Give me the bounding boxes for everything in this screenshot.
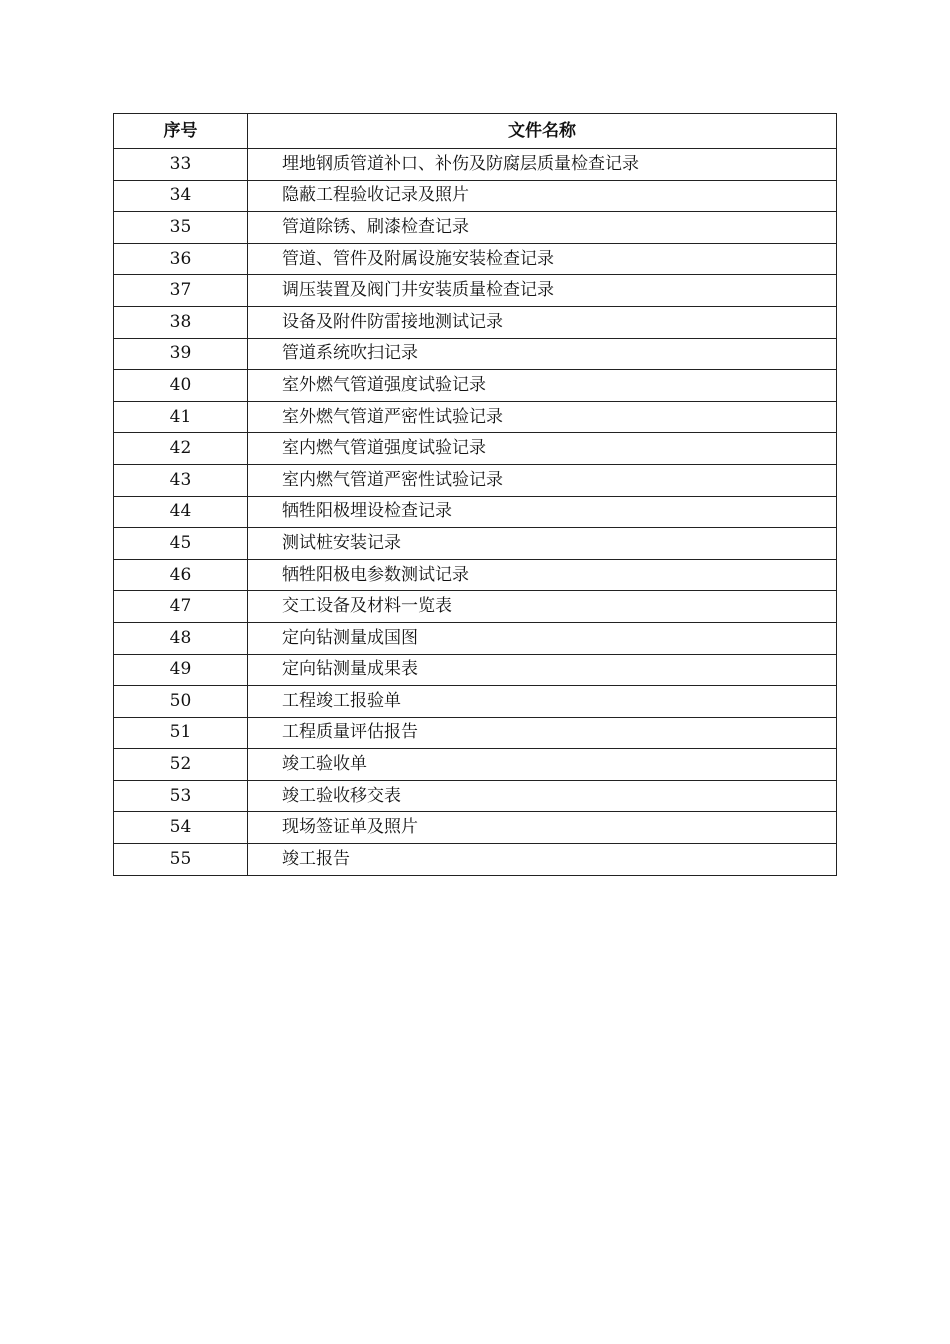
file-name-cell: 交工设备及材料一览表 — [248, 591, 837, 623]
table-row — [114, 149, 837, 181]
serial-number-cell: 33 — [114, 149, 248, 181]
file-name-cell: 测试桩安装记录 — [248, 528, 837, 560]
table-row — [114, 654, 837, 686]
serial-number-cell: 38 — [114, 306, 248, 338]
table-row — [114, 433, 837, 465]
table-row — [114, 370, 837, 402]
file-name-cell: 牺牲阳极埋设检查记录 — [248, 496, 837, 528]
file-name-cell: 埋地钢质管道补口、补伤及防腐层质量检查记录 — [248, 149, 837, 181]
serial-number-cell: 42 — [114, 433, 248, 465]
serial-number-cell: 35 — [114, 212, 248, 244]
file-name-cell: 工程质量评估报告 — [248, 717, 837, 749]
serial-number-cell: 34 — [114, 180, 248, 212]
serial-number-cell: 54 — [114, 812, 248, 844]
file-name-cell: 竣工验收单 — [248, 749, 837, 781]
table-row — [114, 212, 837, 244]
table-row — [114, 686, 837, 718]
file-name-cell: 现场签证单及照片 — [248, 812, 837, 844]
table-row — [114, 496, 837, 528]
table-row — [114, 717, 837, 749]
table-row — [114, 401, 837, 433]
serial-number-cell: 49 — [114, 654, 248, 686]
file-name-cell: 隐蔽工程验收记录及照片 — [248, 180, 837, 212]
file-name-cell: 定向钻测量成国图 — [248, 622, 837, 654]
table-header — [114, 114, 837, 149]
serial-number-cell: 43 — [114, 464, 248, 496]
table-row — [114, 528, 837, 560]
file-name-cell: 室外燃气管道严密性试验记录 — [248, 401, 837, 433]
file-name-cell: 竣工验收移交表 — [248, 780, 837, 812]
file-list-table — [113, 113, 837, 876]
file-name-cell: 调压装置及阀门井安装质量检查记录 — [248, 275, 837, 307]
table-row — [114, 180, 837, 212]
file-name-cell: 室内燃气管道强度试验记录 — [248, 433, 837, 465]
table-row — [114, 812, 837, 844]
serial-number-cell: 45 — [114, 528, 248, 560]
serial-number-cell: 53 — [114, 780, 248, 812]
serial-number-cell: 36 — [114, 243, 248, 275]
file-name-cell: 室内燃气管道严密性试验记录 — [248, 464, 837, 496]
file-name-cell: 管道、管件及附属设施安装检查记录 — [248, 243, 837, 275]
table-row — [114, 559, 837, 591]
serial-number-cell: 52 — [114, 749, 248, 781]
header-row — [114, 114, 837, 149]
serial-number-cell: 55 — [114, 844, 248, 876]
table-row — [114, 338, 837, 370]
table-row — [114, 780, 837, 812]
table-row — [114, 622, 837, 654]
table-row — [114, 749, 837, 781]
table-row — [114, 464, 837, 496]
serial-number-cell: 50 — [114, 686, 248, 718]
table-row — [114, 275, 837, 307]
file-name-cell: 牺牲阳极电参数测试记录 — [248, 559, 837, 591]
table-row — [114, 844, 837, 876]
file-name-cell: 管道系统吹扫记录 — [248, 338, 837, 370]
table-row — [114, 306, 837, 338]
serial-number-cell: 39 — [114, 338, 248, 370]
file-name-cell: 室外燃气管道强度试验记录 — [248, 370, 837, 402]
file-name-cell: 竣工报告 — [248, 844, 837, 876]
serial-number-cell: 51 — [114, 717, 248, 749]
table-row — [114, 243, 837, 275]
file-name-cell: 设备及附件防雷接地测试记录 — [248, 306, 837, 338]
serial-number-cell: 46 — [114, 559, 248, 591]
header-file-name: 文件名称 — [248, 114, 837, 149]
serial-number-cell: 37 — [114, 275, 248, 307]
table-row — [114, 591, 837, 623]
serial-number-cell: 47 — [114, 591, 248, 623]
file-name-cell: 管道除锈、刷漆检查记录 — [248, 212, 837, 244]
serial-number-cell: 41 — [114, 401, 248, 433]
serial-number-cell: 48 — [114, 622, 248, 654]
table-body — [114, 149, 837, 876]
serial-number-cell: 44 — [114, 496, 248, 528]
file-name-cell: 工程竣工报验单 — [248, 686, 837, 718]
header-serial-number: 序号 — [114, 114, 248, 149]
serial-number-cell: 40 — [114, 370, 248, 402]
file-name-cell: 定向钻测量成果表 — [248, 654, 837, 686]
